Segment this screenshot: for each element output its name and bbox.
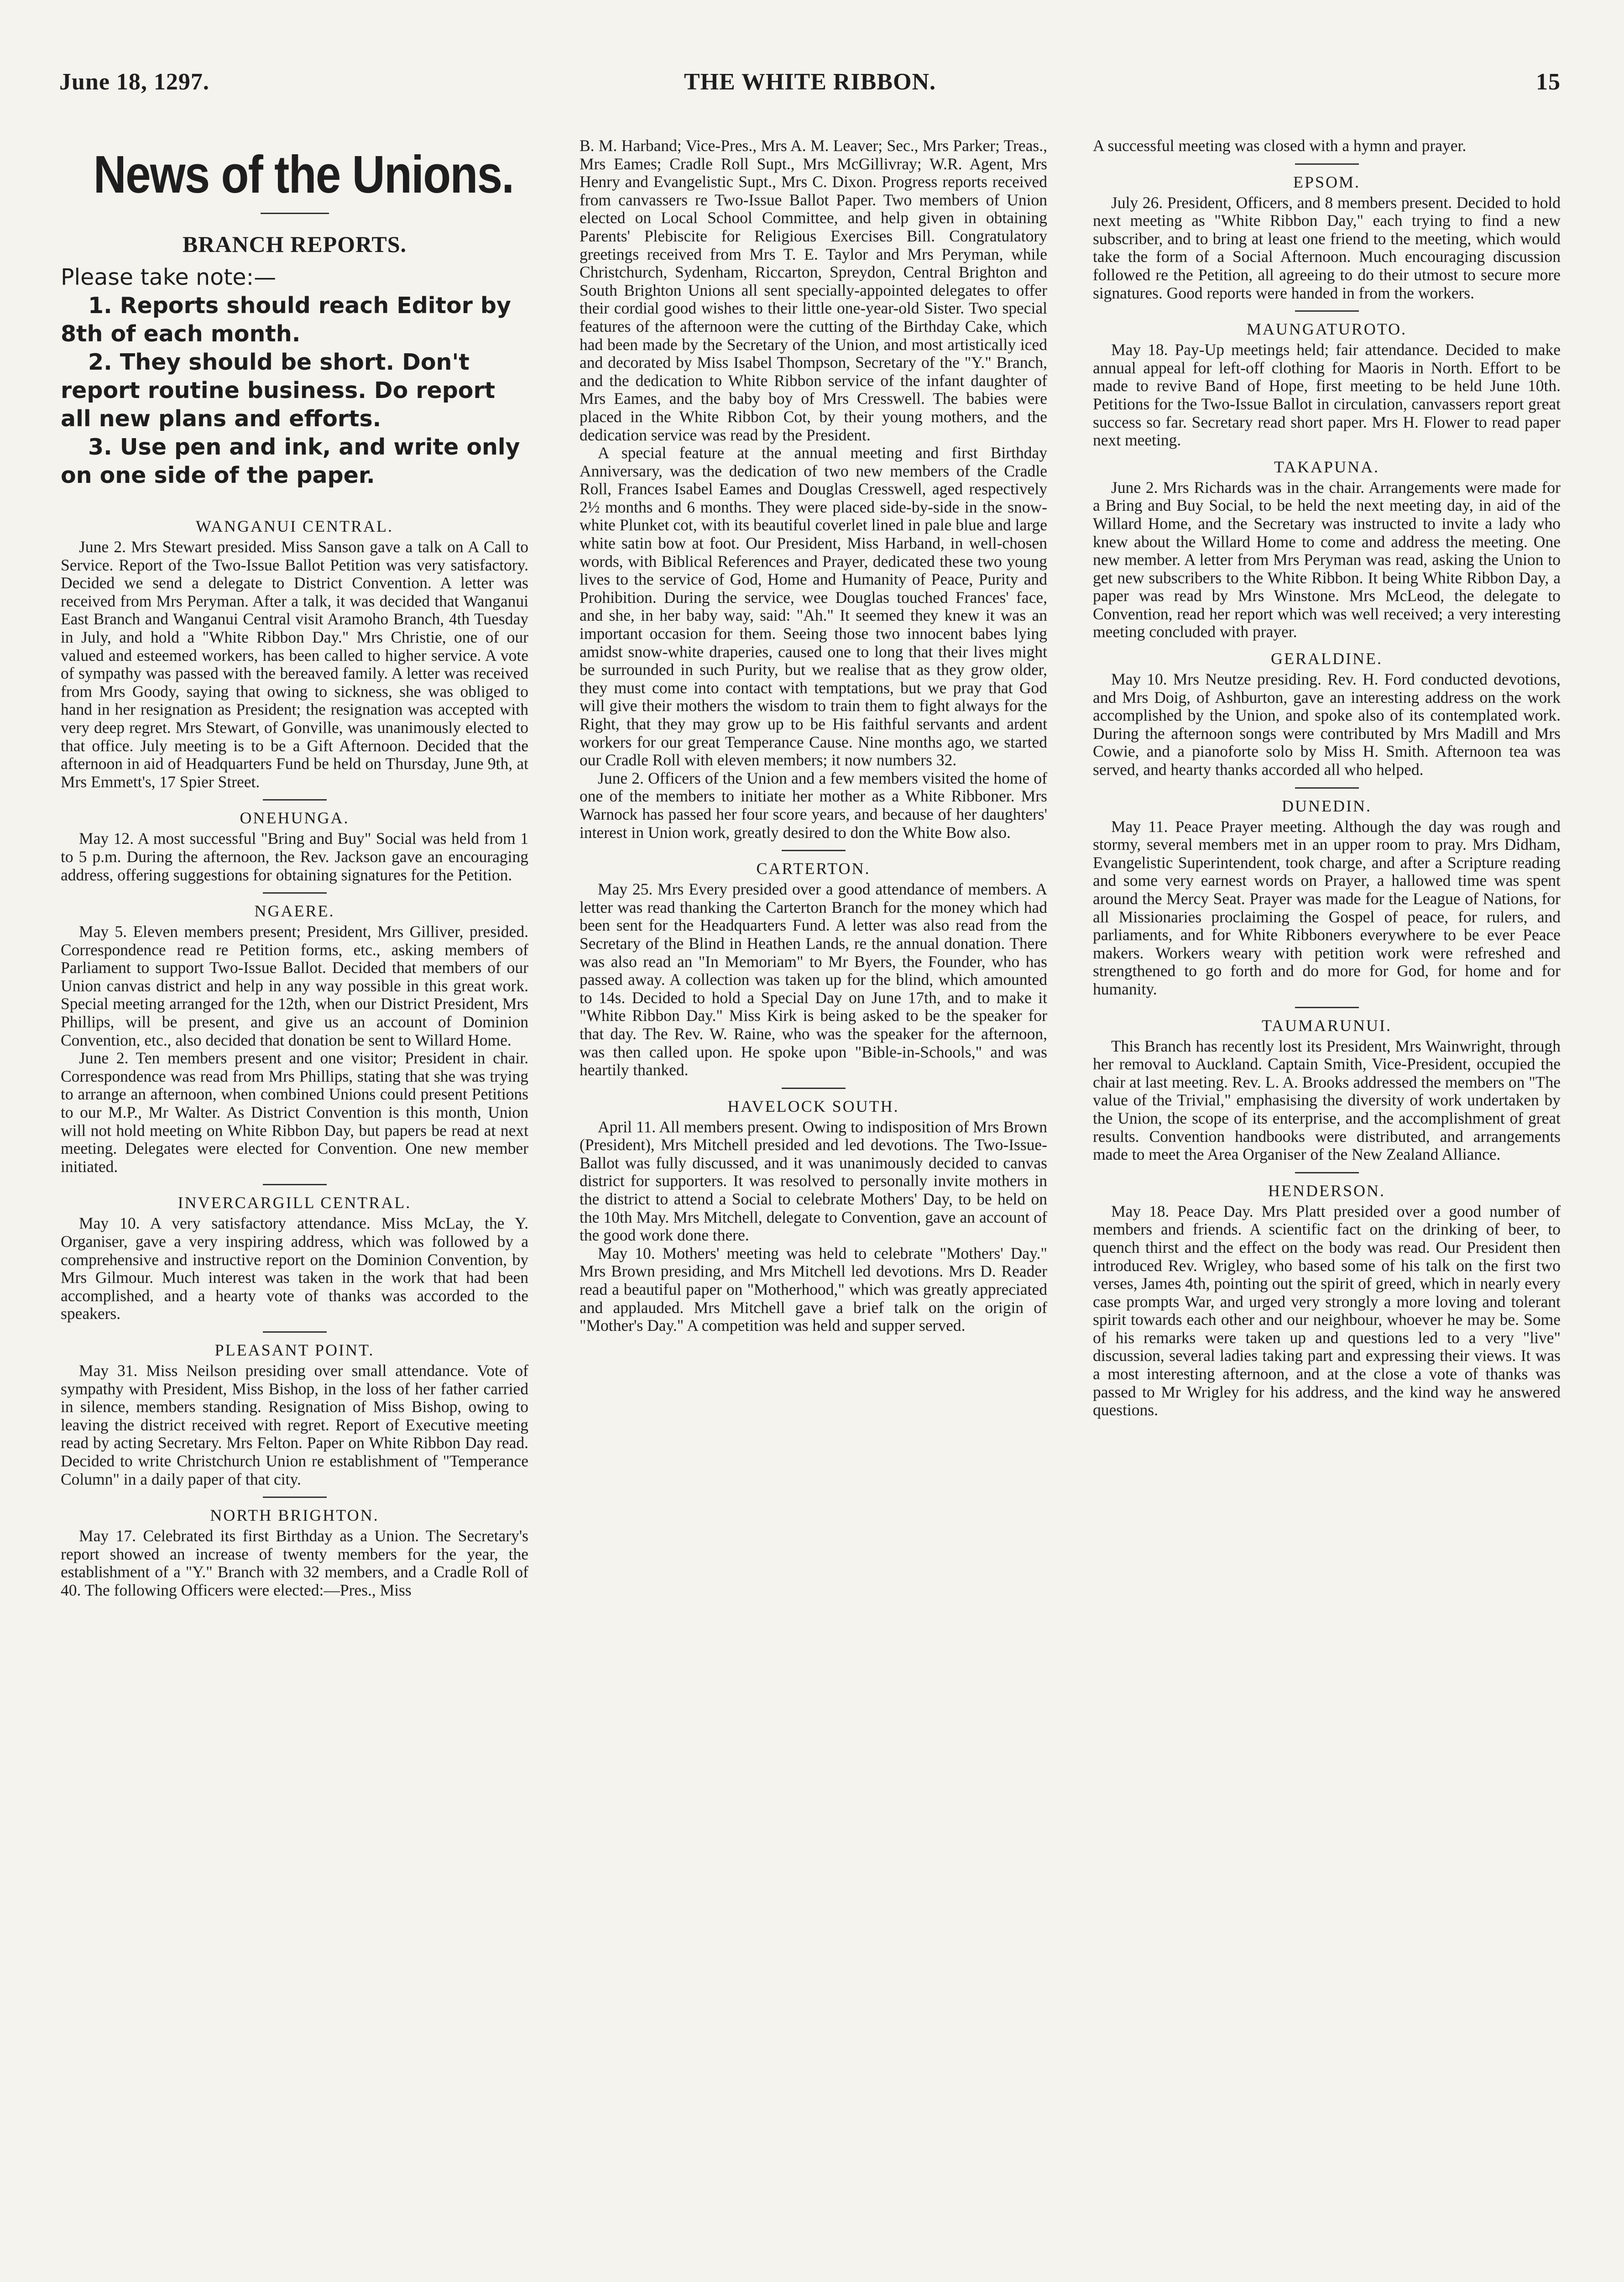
running-head — [59, 68, 1561, 110]
divider — [1295, 787, 1359, 789]
union-report: May 10. A very satisfactory attendance. Miss McLay, the Y. Organiser, gave a very inspiring address, which was followed by a comprehensive and instructive report on the Dominion Convention, by Mrs Gilmour. Much interest was taken in the work that had been accomplished, and a hearty vote of thanks was accorded to the speakers. — [61, 1214, 528, 1323]
union-heading: EPSOM. — [1293, 173, 1361, 191]
divider — [261, 213, 329, 214]
note-item: 2. They should be short. Don't report routine business. Do report all new plans and efforts. — [61, 349, 496, 432]
union-heading: DUNEDIN. — [1282, 796, 1372, 815]
note-item: 3. Use pen and ink, and write only on one side of the paper. — [61, 434, 520, 488]
divider — [782, 1088, 846, 1089]
union-report: June 2. Ten members present and one visitor; President in chair. Correspondence was read from Mrs Phillips, stating that she was trying to arrange an afternoon, when combined Unions could present Petitions to our M.P., Mr Walter. As District Convention is this month, Union will not hold meeting on White Ribbon Day, but papers be read at next meeting. Delegates were elected for Convention. One new member initiated. — [61, 1049, 528, 1176]
union-heading: ONEHUNGA. — [240, 809, 350, 827]
union-report: June 2. Mrs Richards was in the chair. Arrangements were made for a Bring and Buy Social, to be held the next meeting day, in aid of the Willard Home, and the Secretary was instructed to invite a lady who knew about the Willard Home to come and address the meeting. One new member. A letter from Mrs Peryman was read, asking the Union to get new subscribers to the White Ribbon. It being White Ribbon Day, a paper was read by Mrs Winstone. Mrs McLeod, the delegate to Convention, read her report which was well received; a very interesting meeting concluded with prayer. — [1093, 478, 1561, 641]
union-heading: NORTH BRIGHTON. — [210, 1506, 379, 1525]
divider — [263, 1184, 327, 1185]
union-report: May 11. Peace Prayer meeting. Although the day was rough and stormy, several members met in an upper room to pray. Mrs Didham, Evangelistic Superintendent, took charge, and after a Scripture reading and some very earnest words on Prayer, a hallowed time was spent around the Mercy Seat. Prayer was made for the League of Nations, for all Missionaries proclaiming the Gospel of peace, for rulers, and parliaments, and for White Ribboners everywhere to be ever Peace makers. Workers weary with petition work were refreshed and strengthened to go forth and do more for God, for home and for humanity. — [1093, 817, 1561, 998]
column-3 — [1093, 137, 1561, 2282]
union-report-continued: A successful meeting was closed with a hymn and prayer. — [1093, 137, 1467, 155]
union-report: This Branch has recently lost its President, Mrs Wainwright, through her removal to Auckland. Captain Smith, Vice-President, occupied the chair at last meeting. Rev. L. A. Brooks addressed the members on "The value of the Trivial," emphasising the diversity of work undertaken by the Union, the scope of its enterprise, and the accomplishment of great results. Convention handbooks were distributed, and arrangements made to meet the Area Organiser of the New Zealand Alliance. — [1093, 1036, 1561, 1164]
union-report: June 2. Officers of the Union and a few members visited the home of one of the members to initiate her mother as a White Ribboner. Mrs Warnock has passed her four score years, and because of her daughters' interest in Union work, greatly desired to don the White Bow also. — [580, 769, 1047, 842]
journal-title: THE WHITE RIBBON. — [684, 69, 936, 95]
divider — [263, 1497, 327, 1498]
union-heading: CARTERTON. — [756, 859, 871, 878]
union-heading: MAUNGATUROTO. — [1246, 320, 1407, 339]
page-title: News of the Unions. — [93, 145, 514, 204]
section-heading: BRANCH REPORTS. — [182, 231, 407, 257]
issue-date: June 18, 1297. — [59, 69, 209, 95]
union-report: May 25. Mrs Every presided over a good attendance of members. A letter was read thanking the Carterton Branch for the money which had been sent for the Headquarters Fund. A letter was also read from the Secretary of the Blind in Heathen Lands, re the annual donation. There was also read an "In Memoriam" to Mr Byers, the Founder, who has passed away. A collection was taken up for the blind, which amounted to 14s. Decided to hold a Special Day on June 17th, and to make it "White Ribbon Day." Miss Kirk is being asked to be the speaker for that day. The Rev. W. Raine, who was the speaker for the afternoon, was then called upon. He spoke upon "Bible-in-Schools," and was heartily thanked. — [580, 880, 1047, 1079]
union-report: May 5. Eleven members present; President, Mrs Gilliver, presided. Correspondence read re Petition forms, etc., asking members of Parliament to support Two-Issue Ballot. Decided that members of our Union canvas district and help in any way possible in this great work. Special meeting arranged for the 12th, when our District President, Mrs Phillips, will be present, and give us an account of Dominion Convention, etc., also decided that donation be sent to Willard Home. — [61, 922, 528, 1049]
union-heading: PLEASANT POINT. — [214, 1340, 375, 1359]
editor-notes — [61, 263, 528, 490]
divider — [1295, 1007, 1359, 1008]
divider — [263, 1331, 327, 1333]
union-heading: TAUMARUNUI. — [1261, 1016, 1392, 1035]
divider — [1295, 1172, 1359, 1173]
divider — [263, 799, 327, 801]
page-number: 15 — [1536, 69, 1561, 95]
union-heading: INVERCARGILL CENTRAL. — [178, 1193, 412, 1212]
union-report: May 18. Pay-Up meetings held; fair attendance. Decided to make annual appeal for left-off clothing for Maoris in North. Effort to be made to revive Band of Hope, first meeting to be held June 10th. Petitions for the Two-Issue Ballot in circulation, canvassers report great success so far. Secretary read short paper. Mrs H. Flower to read paper next meeting. — [1093, 340, 1561, 450]
union-report: May 18. Peace Day. Mrs Platt presided over a good number of members and friends. A scientific fact on the drinking of beer, to quench thirst and the effect on the body was read. Our President then introduced Rev. Wrigley, who based some of his talk on the first two verses, James 4th, pointing out the spirit of greed, which in nearly every case prompts War, and urged very strongly a more loving and tolerant spirit towards each other and our neighbour, whoever he may be. Some of his remarks were taken up and questions led to a very "live" discussion, several ladies taking part and expressing their views. It was a most interesting afternoon, and at the close a vote of thanks was passed to Mr Wrigley for his address, and the kind way he answered questions. — [1093, 1202, 1561, 1419]
divider — [1295, 163, 1359, 165]
divider — [782, 850, 846, 851]
divider — [263, 892, 327, 894]
union-report: May 10. Mrs Neutze presiding. Rev. H. Ford conducted devotions, and Mrs Doig, of Ashburton, gave an interesting address on the work accomplished by the Union, and spoke also of its contemplated work. During the afternoon songs were contributed by Mrs Madill and Mrs Cowie, and a pianoforte solo by Miss H. Smith. Afternoon tea was served, and hearty thanks accorded all who helped. — [1093, 670, 1561, 779]
notes-intro: Please take note:— — [61, 264, 277, 290]
union-report: June 2. Mrs Stewart presided. Miss Sanson gave a talk on A Call to Service. Report of the Two-Issue Ballot Petition was very satisfactory. Decided we send a delegate to District Convention. A letter was received from Mrs Peryman. After a talk, it was decided that Wanganui East Branch and Wanganui Central visit Aramoho Branch, 4th Tuesday in July, and hold a "White Ribbon Day." Mrs Christie, one of our valued and esteemed workers, has been called to higher service. A vote of sympathy was passed with the bereaved family. A letter was received from Mrs Goody, saying that owing to sickness, she was obliged to hand in her resignation as President; the resignation was accepted with very deep regret. Mrs Stewart, of Gonville, was unanimously elected to that office. July meeting is to be a Gift Afternoon. Decided that the afternoon in aid of Headquarters Fund be held on Thursday, June 9th, at Mrs Emmett's, 17 Spier Street. — [61, 538, 528, 791]
union-heading: WANGANUI CENTRAL. — [196, 517, 393, 535]
union-report: May 31. Miss Neilson presiding over small attendance. Vote of sympathy with President, Miss Bishop, in the loss of her father carried in silence, members standing. Resignation of Miss Bishop, owing to leaving the district received with regret. Report of Executive meeting read by acting Secretary. Mrs Felton. Paper on White Ribbon Day read. Decided to write Christchurch Union re establishment of "Temperance Column" in a daily paper of that city. — [61, 1361, 528, 1488]
divider — [1295, 310, 1359, 312]
union-report: May 17. Celebrated its first Birthday as a Union. The Secretary's report showed an increase of twenty members for the year, the establishment of a "Y." Branch with 32 members, and a Cradle Roll of 40. The following Officers were elected:—Pres., Miss — [61, 1527, 528, 1599]
column-1 — [61, 137, 528, 2282]
union-heading: NGAERE. — [254, 902, 335, 921]
union-report-continued: B. M. Harband; Vice-Pres., Mrs A. M. Leaver; Sec., Mrs Parker; Treas., Mrs Eames; Cradle Roll Supt., Mrs McGillivray; W.R. Agent, Mrs Henry and Evangelistic Supt., Mrs C. Dixon. Progress reports received from canvassers re Two-Issue Ballot Paper. Two members of Union elected on Local School Committee, and help given in obtaining Parents' Plebiscite for Religious Exercises Bill. Congratulatory greetings received from Mrs T. E. Taylor and Mrs Peryman, while Christchurch, Sydenham, Riccarton, Spreydon, Central Brighton and South Brighton Unions all sent specially-appointed delegates to offer their cordial good wishes to their little one-year-old Sister. Two special features of the afternoon were the cutting of the Birthday Cake, which had been made by the Secretary of the Union, and most artistically iced and decorated by Miss Isabel Thompson, Secretary of the "Y." Branch, and the dedication to White Ribbon service of the infant daughter of Mrs Eames, and the baby boy of Mrs Cresswell. The babies were placed in the White Ribbon Cot, by their young mothers, and the dedication service was read by the President. — [580, 137, 1047, 444]
union-heading: GERALDINE. — [1271, 649, 1383, 668]
union-heading: HAVELOCK SOUTH. — [727, 1097, 899, 1115]
union-report: A special feature at the annual meeting and first Birthday Anniversary, was the dedication of two new members of the Cradle Roll, Frances Isabel Eames and Douglas Cresswell, aged respectively 2½ months and 6 months. They were placed side-by-side in the snow-white Plunket cot, with its beautiful coverlet lined in pale blue and large white satin bow at foot. Our President, Miss Harband, in well-chosen words, with Biblical References and Prayer, dedicated these two young lives to the service of God, Home and Humanity of Peace, Purity and Prohibition. During the service, wee Douglas touched Frances' face, and she, in her baby way, said: "Ah." It seemed they knew it was an important occasion for them. Seeing those two innocent babes lying amidst snow-white draperies, caused one to long that their lives might be surrounded in such Purity, but we realise that as they grow older, they must come into contact with temptations, but we pray that God will give their mothers the wisdom to train them to fight always for the Right, that they may grow up to be His faithful servants and ardent workers for our great Temperance Cause. Nine months ago, we started our Cradle Roll with eleven members; it now numbers 32. — [580, 444, 1047, 769]
union-report: May 10. Mothers' meeting was held to celebrate "Mothers' Day." Mrs Brown presiding, and Mrs Mitchell led devotions. Mrs D. Reader read a beautiful paper on "Motherhood," which was greatly appreciated and applauded. Mrs Mitchell gave a brief talk on the origin of "Mother's Day." A competition was held and supper served. — [580, 1244, 1047, 1335]
column-2 — [580, 137, 1047, 2282]
union-report: July 26. President, Officers, and 8 members present. Decided to hold next meeting as "White Ribbon Day," each trying to find a new subscriber, and to bring at least one friend to the meeting, which would take the form of a Social Afternoon. Much encouraging discussion followed re the Petition, all agreeing to do their utmost to secure more signatures. Good reports were handed in from the workers. — [1093, 193, 1561, 302]
union-report: April 11. All members present. Owing to indisposition of Mrs Brown (President), Mrs Mitchell presided and led devotions. The Two-Issue-Ballot was fully discussed, and it was unanimously decided to canvas district for supporters. It was resolved to personally invite mothers in the district to attend a Social to celebrate Mothers' Day, to be held on the 10th May. Mrs Mitchell, delegate to Convention, gave an account of the good work done there. — [580, 1117, 1047, 1245]
union-heading: TAKAPUNA. — [1274, 457, 1380, 476]
note-item: 1. Reports should reach Editor by 8th of each month. — [61, 293, 511, 347]
union-heading: HENDERSON. — [1268, 1181, 1385, 1200]
union-report: May 12. A most successful "Bring and Buy" Social was held from 1 to 5 p.m. During the afternoon, the Rev. Jackson gave an encouraging address, offering suggestions for obtaining signatures for the Petition. — [61, 829, 528, 884]
